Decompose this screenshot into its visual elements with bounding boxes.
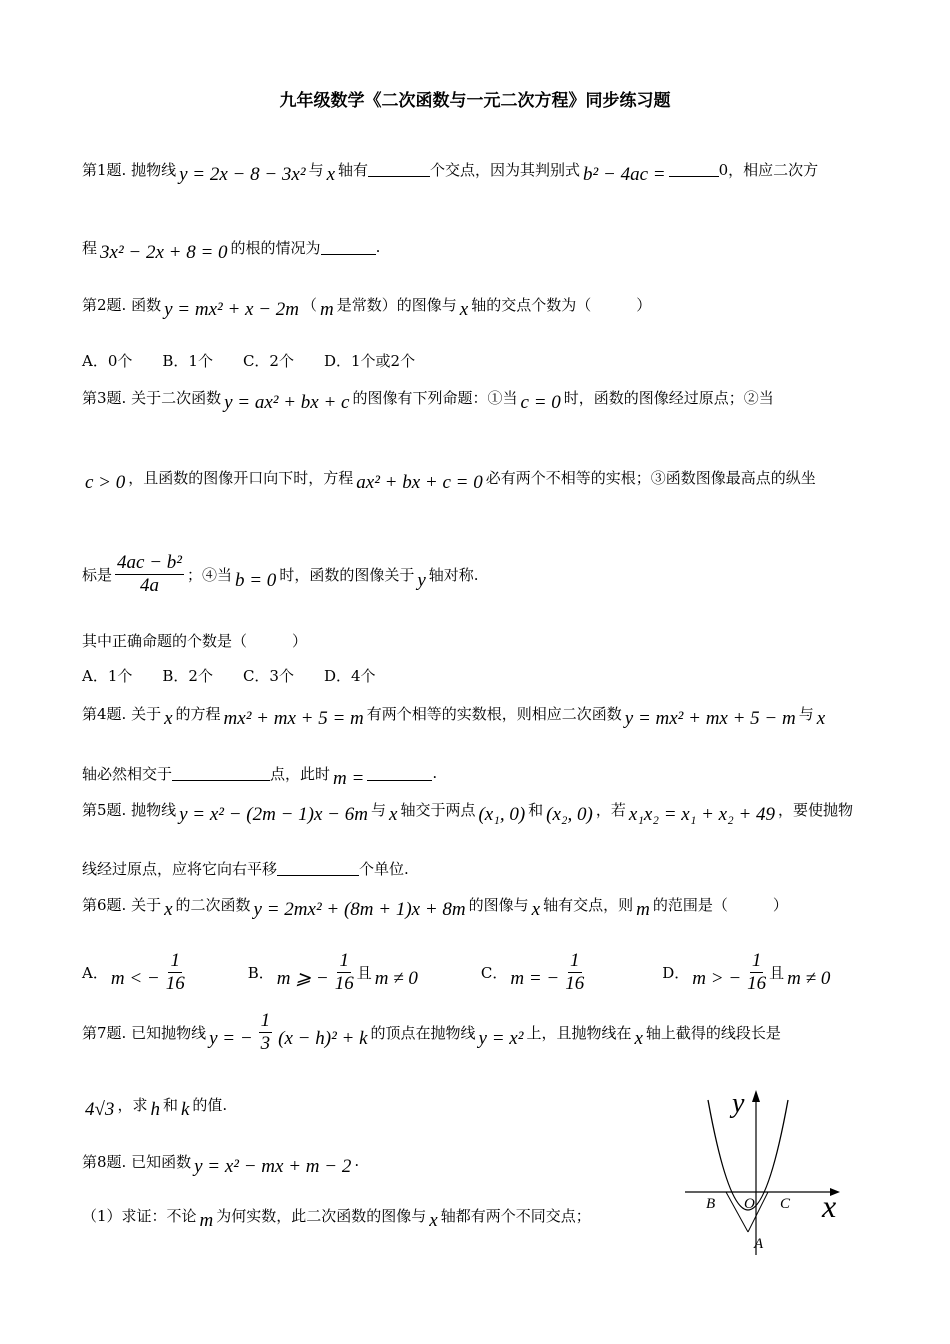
- math-expression: c > 0: [85, 472, 126, 493]
- denominator: 16: [747, 973, 767, 994]
- math-expression: m = −: [510, 967, 560, 989]
- text: 的顶点在抛物线: [370, 1024, 476, 1042]
- math-expression: y: [417, 569, 426, 591]
- text: 个交点，因为其判别式: [430, 160, 581, 179]
- math-expression: m > −: [692, 967, 742, 989]
- text: 程: [82, 238, 98, 257]
- text-line: [82, 1204, 591, 1231]
- math-expression: x: [389, 804, 398, 825]
- text-line: [82, 630, 307, 651]
- text-line: [82, 702, 828, 729]
- math-expression: y = mx² + x − 2m: [164, 299, 299, 320]
- text: 标是: [82, 566, 113, 584]
- fraction: [565, 950, 584, 995]
- text: 的方程: [175, 704, 221, 723]
- numerator: 1: [751, 950, 762, 971]
- math-expression: x: [531, 899, 541, 920]
- math-expression: 3x² − 2x + 8 = 0: [100, 242, 228, 263]
- math-expression: ax² + bx + c = 0: [356, 472, 483, 493]
- text: B．: [187, 964, 274, 982]
- text-line: [82, 552, 479, 597]
- text: 的图像与: [468, 895, 529, 914]
- math-expression: (x₁, 0): [478, 804, 526, 825]
- text-line: [82, 350, 415, 371]
- text: ，若: [595, 800, 626, 819]
- parabola-figure: [680, 1080, 860, 1260]
- text: 有两个相等的实数根，则相应二次函数: [366, 704, 622, 723]
- x-axis-label: x: [822, 1188, 837, 1224]
- text: 第7题. 已知抛物线: [82, 1024, 207, 1042]
- text-line: [82, 762, 438, 789]
- text: ；④当: [186, 566, 232, 584]
- math-expression: x: [459, 299, 469, 320]
- text: 为何实数，此二次函数的图像与: [216, 1206, 427, 1225]
- numerator: 4ac − b²: [117, 552, 182, 573]
- numerator: 1: [570, 950, 580, 971]
- text: 上，且抛物线在: [526, 1024, 632, 1042]
- parabola-curve: [708, 1100, 788, 1210]
- text-line: [82, 798, 854, 825]
- text: A．0个 B．1个 C．2个 D．1个或2个: [82, 352, 416, 370]
- text: 的值.: [192, 1095, 228, 1114]
- text-line: [82, 1150, 360, 1177]
- text: 与: [798, 704, 814, 723]
- math-expression: 4√3: [85, 1099, 115, 1120]
- math-expression: x₁x₂ = x₁ + x₂ + 49: [628, 804, 776, 825]
- math-expression: y = x² − mx + m − 2: [194, 1156, 352, 1177]
- math-expression: m ≠ 0: [787, 967, 831, 989]
- text: .: [375, 238, 381, 256]
- point-a-label: A: [754, 1236, 764, 1252]
- denominator: 16: [334, 973, 354, 994]
- text: 与: [370, 800, 386, 819]
- answer-blank: [368, 162, 430, 177]
- math-expression: (x − h)² + k: [278, 1027, 368, 1049]
- answer-blank: [367, 766, 432, 781]
- text: 且: [769, 964, 785, 982]
- math-expression: m =: [333, 768, 365, 789]
- text: 轴有: [338, 160, 369, 179]
- fraction: [259, 1010, 273, 1055]
- math-expression: y = mx² + mx + 5 − m: [624, 708, 796, 729]
- math-expression: k: [180, 1099, 190, 1120]
- math-expression: x: [164, 708, 173, 729]
- answer-blank: [321, 240, 376, 255]
- text: 时，函数的图像关于: [279, 566, 415, 584]
- text: C．: [420, 964, 508, 982]
- text: 其中正确命题的个数是（ ）: [82, 632, 308, 650]
- math-expression: m: [636, 899, 650, 920]
- y-axis-label: y: [732, 1088, 745, 1119]
- text: D．: [587, 964, 690, 982]
- text: A．1个 B．2个 C．3个 D．4个: [82, 667, 376, 685]
- math-expression: x: [816, 708, 826, 729]
- text: ，求: [117, 1095, 148, 1114]
- text: 的范围是（ ）: [652, 895, 788, 914]
- text: （1）求证：不论: [82, 1206, 197, 1225]
- math-expression: b = 0: [234, 569, 277, 591]
- point-c-label: C: [780, 1196, 791, 1212]
- point-b-label: B: [706, 1196, 716, 1212]
- text-line: [82, 950, 833, 995]
- text-line: [82, 236, 381, 263]
- text: 轴对称.: [428, 566, 479, 584]
- text: 0，相应二次方: [718, 160, 819, 179]
- text: 点，此时: [270, 764, 331, 783]
- y-axis-arrow-icon: [752, 1090, 760, 1102]
- math-expression: y = −: [209, 1027, 253, 1049]
- text-line: [82, 386, 774, 413]
- numerator: 1: [260, 1010, 271, 1031]
- math-expression: m ≠ 0: [374, 967, 418, 989]
- math-expression: x: [326, 164, 336, 185]
- text: ，要使抛物: [778, 800, 854, 819]
- answer-blank: [669, 162, 719, 177]
- denominator: 16: [165, 973, 185, 994]
- text: 第3题. 关于二次函数: [82, 388, 222, 407]
- math-expression: m < −: [110, 967, 160, 989]
- math-expression: m: [199, 1210, 214, 1231]
- text: 轴的交点个数为（ ）: [471, 295, 652, 314]
- text: 线经过原点，应将它向右平移: [82, 860, 278, 878]
- math-expression: c = 0: [520, 392, 561, 413]
- math-expression: x: [634, 1027, 643, 1049]
- text: 是常数）的图像与: [336, 295, 457, 314]
- text: 个单位.: [359, 860, 409, 878]
- text: 第6题. 关于: [82, 895, 162, 914]
- text: 第5题. 抛物线: [82, 800, 177, 819]
- text: 第4题. 关于: [82, 704, 162, 723]
- text: 第2题. 函数: [82, 295, 162, 314]
- page-title: 九年级数学《二次函数与一元二次方程》同步练习题: [279, 91, 671, 111]
- text: 时，函数的图像经过原点；②当: [563, 388, 774, 407]
- text: 第8题. 已知函数: [82, 1152, 192, 1171]
- text: 与: [308, 160, 324, 179]
- math-expression: b² − 4ac =: [583, 164, 666, 185]
- text: 轴上截得的线段长是: [645, 1024, 781, 1042]
- math-expression: y = x² − (2m − 1)x − 6m: [179, 804, 368, 825]
- fraction: [115, 552, 184, 597]
- text: .: [432, 764, 438, 782]
- text: （: [302, 295, 318, 314]
- math-expression: (x₂, 0): [546, 804, 593, 825]
- text: 且: [356, 964, 372, 982]
- origin-label: O: [744, 1196, 755, 1212]
- math-expression: h: [150, 1099, 160, 1120]
- text-line: [82, 158, 819, 185]
- fraction: [166, 950, 185, 995]
- text-line: [82, 1093, 228, 1120]
- text: 的二次函数: [175, 895, 251, 914]
- math-expression: y = ax² + bx + c: [224, 392, 350, 413]
- text: 必有两个不相等的实根；③函数图像最高点的纵坐: [485, 468, 816, 487]
- math-expression: m ⩾ −: [276, 968, 329, 989]
- math-expression: mx² + mx + 5 = m: [223, 708, 364, 729]
- math-expression: x: [164, 899, 173, 920]
- text-line: [82, 466, 816, 493]
- text: 轴有交点，则: [543, 895, 634, 914]
- text: 和: [528, 800, 544, 819]
- text-line: [82, 893, 788, 920]
- answer-blank: [172, 766, 270, 781]
- math-expression: m: [320, 299, 334, 320]
- denominator: 4a: [139, 575, 159, 596]
- text: 轴必然相交于: [82, 764, 173, 783]
- text-line: [82, 665, 376, 686]
- text: 和: [162, 1095, 178, 1114]
- answer-blank: [277, 861, 359, 876]
- numerator: 1: [339, 950, 349, 971]
- numerator: 1: [170, 950, 180, 971]
- denominator: 3: [260, 1033, 271, 1054]
- math-expression: y = x²: [478, 1027, 524, 1049]
- text: ，且函数的图像开口向下时，方程: [128, 468, 354, 487]
- text: 的根的情况为: [230, 238, 321, 257]
- math-expression: x: [429, 1210, 438, 1231]
- fraction: [747, 950, 766, 995]
- text: 轴都有两个不同交点；: [440, 1206, 591, 1225]
- text-line: [82, 858, 409, 879]
- text: 第1题. 抛物线: [82, 160, 177, 179]
- denominator: 16: [565, 973, 585, 994]
- math-expression: y = 2x − 8 − 3x²: [179, 164, 306, 185]
- text: 的图像有下列命题：①当: [352, 388, 518, 407]
- fraction: [335, 950, 354, 995]
- text-line: [82, 293, 652, 320]
- text: .: [354, 1152, 360, 1170]
- math-expression: y = 2mx² + (8m + 1)x + 8m: [253, 899, 466, 920]
- text: 轴交于两点: [400, 800, 476, 819]
- text: A．: [82, 964, 108, 982]
- text-line: [82, 1010, 781, 1055]
